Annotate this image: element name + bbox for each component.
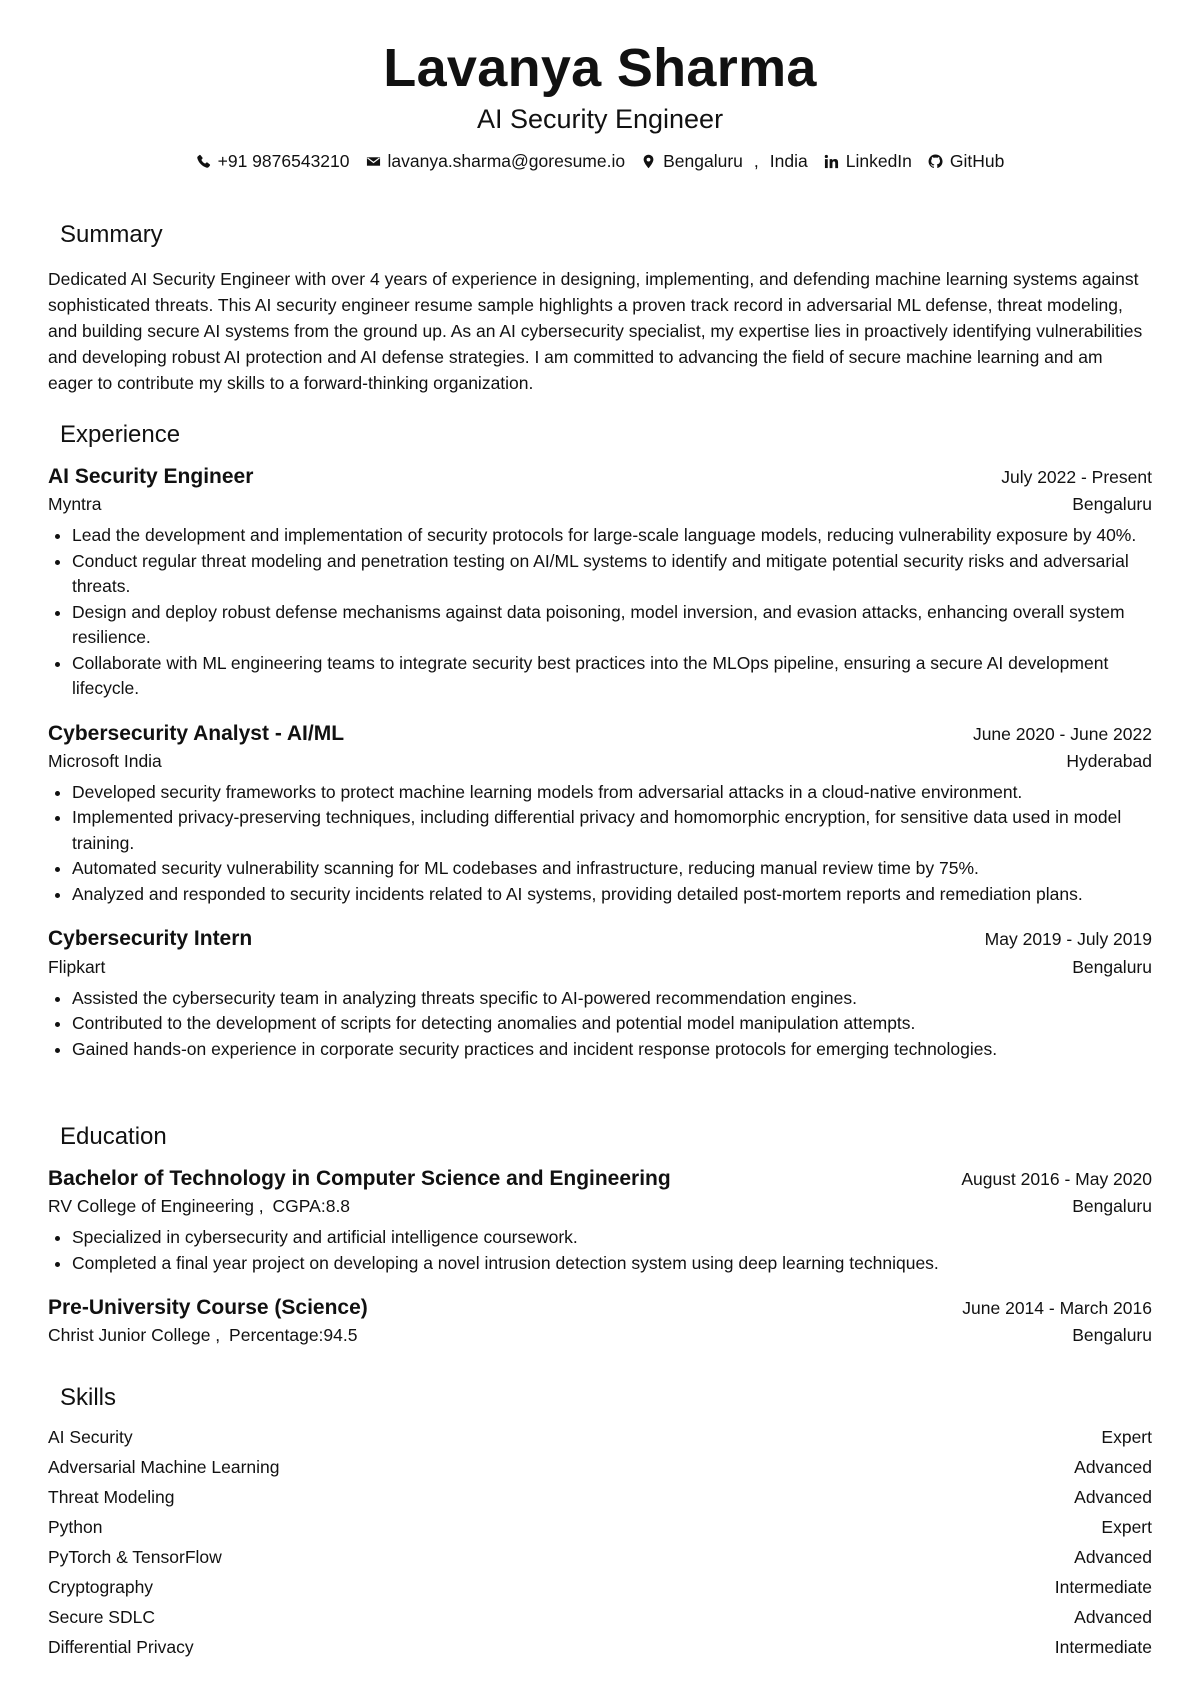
summary-text: Dedicated AI Security Engineer with over 4 years of experience in designing, implementing, and defending machine learning systems against sophisticated threats. This AI security engineer resume sample highlights a proven track record in adversarial ML defense, threat modeling, and building secure AI systems from the ground up. As an AI cybersecurity specialist, my expertise lies in proactively identifying vulnerabilities and developing robust AI protection and AI defense strategies. I am committed to advancing the field of secure machine learning and am eager to contribute my skills to a forward-thinking organization. — [48, 269, 1143, 393]
job-bullet: • Developed security frameworks to protect machine learning models from adversarial attacks in a cloud-native environment. — [72, 780, 1152, 806]
job-location: Bengaluru — [1072, 494, 1152, 515]
job-company: Myntra — [48, 494, 102, 515]
job-entry — [48, 926, 1152, 1062]
skill-level: Intermediate — [1054, 1637, 1152, 1657]
skill-level: Expert — [1101, 1517, 1152, 1537]
skill-level: Advanced — [1074, 1487, 1152, 1507]
skill-row — [48, 1487, 1152, 1517]
school-separator: , — [253, 1196, 264, 1217]
degree-title: Bachelor of Technology in Computer Science and Engineering — [48, 1167, 671, 1190]
summary-section — [48, 223, 1152, 396]
experience-section — [48, 423, 1152, 1062]
education-bullets — [48, 1225, 1152, 1276]
job-entry — [48, 721, 1152, 908]
skills-heading: Skills — [60, 1384, 117, 1411]
linkedin-text: LinkedIn — [845, 150, 912, 171]
education-dates: June 2014 - March 2016 — [962, 1298, 1152, 1319]
job-dates: June 2020 - June 2022 — [972, 723, 1152, 744]
job-bullet: • Design and deploy robust defense mechanisms against data poisoning, model inversion, and evasion attacks, enhancing overall system resilience. — [72, 600, 1152, 651]
education-heading: Education — [60, 1123, 167, 1150]
job-entry — [48, 464, 1152, 702]
job-bullet: • Conduct regular threat modeling and penetration testing on AI/ML systems to identify and mitigate potential security risks and adversarial threats. — [72, 549, 1152, 600]
school-name: Christ Junior College — [48, 1325, 211, 1346]
skills-list — [48, 1427, 1152, 1667]
location-pin-icon — [641, 154, 656, 169]
job-bullets — [48, 986, 1152, 1063]
skill-row — [48, 1547, 1152, 1577]
contact-github[interactable] — [928, 150, 1005, 171]
skill-name: AI Security — [48, 1427, 133, 1447]
contact-linkedin[interactable] — [824, 150, 912, 171]
education-bullet: • Specialized in cybersecurity and artificial intelligence coursework. — [72, 1225, 1152, 1251]
school-separator: , — [210, 1325, 221, 1346]
skill-name: Secure SDLC — [48, 1607, 155, 1627]
job-company: Microsoft India — [48, 750, 162, 771]
phone-icon — [196, 154, 211, 169]
skill-row — [48, 1607, 1152, 1637]
job-bullet: • Automated security vulnerability scanning for ML codebases and infrastructure, reducing manual review time by 75%. — [72, 856, 1152, 882]
school-score: Percentage:94.5 — [229, 1325, 358, 1346]
job-bullet: • Gained hands-on experience in corporate security practices and incident response protocols for emerging technologies. — [72, 1037, 1152, 1063]
skill-level: Intermediate — [1054, 1577, 1152, 1597]
skill-level: Advanced — [1074, 1607, 1152, 1627]
skill-row — [48, 1637, 1152, 1667]
school-info — [48, 1325, 357, 1346]
school-location: Bengaluru — [1072, 1325, 1152, 1346]
job-bullet: • Analyzed and responded to security incidents related to AI systems, providing detailed post-mortem reports and remediation plans. — [72, 882, 1152, 908]
skill-name: PyTorch & TensorFlow — [48, 1547, 222, 1567]
contact-bar — [48, 150, 1152, 171]
github-icon — [928, 154, 943, 169]
job-bullet: • Collaborate with ML engineering teams to integrate security best practices into the MLOps pipeline, ensuring a secure AI development lifecycle. — [72, 651, 1152, 702]
job-bullets — [48, 780, 1152, 908]
job-bullets — [48, 523, 1152, 702]
school-name: RV College of Engineering — [48, 1196, 254, 1217]
job-title: Cybersecurity Intern — [48, 927, 253, 951]
education-dates: August 2016 - May 2020 — [961, 1169, 1152, 1189]
education-section — [48, 1125, 1152, 1346]
skill-level: Expert — [1101, 1427, 1152, 1447]
candidate-name: Lavanya Sharma — [383, 38, 817, 98]
contact-phone[interactable] — [196, 150, 350, 171]
location-country: India — [769, 150, 808, 171]
resume-header — [48, 38, 1152, 170]
skill-name: Threat Modeling — [48, 1487, 175, 1507]
skill-name: Cryptography — [48, 1577, 154, 1597]
skills-section — [48, 1386, 1152, 1667]
experience-heading: Experience — [60, 421, 181, 448]
education-bullet: • Completed a final year project on developing a novel intrusion detection system using deep learning techniques. — [72, 1251, 1152, 1277]
school-location: Bengaluru — [1072, 1196, 1152, 1217]
email-icon — [366, 154, 381, 169]
phone-text: +91 9876543210 — [217, 150, 350, 171]
job-bullet: • Implemented privacy-preserving techniques, including differential privacy and homomorphic encryption, for sensitive data used in model training. — [72, 805, 1152, 856]
skill-name: Python — [48, 1517, 103, 1537]
job-dates: July 2022 - Present — [1001, 467, 1152, 487]
summary-heading: Summary — [60, 221, 163, 248]
job-title: Cybersecurity Analyst - AI/ML — [48, 721, 345, 745]
skill-level: Advanced — [1074, 1547, 1152, 1567]
github-text: GitHub — [949, 150, 1005, 171]
education-entry — [48, 1166, 1152, 1276]
job-location: Bengaluru — [1072, 956, 1152, 977]
contact-location — [641, 150, 808, 171]
candidate-role: AI Security Engineer — [476, 104, 724, 135]
job-company: Flipkart — [48, 956, 106, 977]
location-city: Bengaluru — [663, 150, 743, 171]
education-entry — [48, 1295, 1152, 1346]
degree-title: Pre-University Course (Science) — [48, 1296, 368, 1320]
job-location: Hyderabad — [1066, 750, 1152, 771]
linkedin-icon — [824, 154, 839, 169]
email-text: lavanya.sharma@goresume.io — [387, 150, 626, 171]
skill-row — [48, 1577, 1152, 1607]
school-info — [48, 1196, 350, 1217]
school-score: CGPA:8.8 — [272, 1196, 351, 1217]
skill-level: Advanced — [1074, 1457, 1152, 1477]
job-bullet: • Assisted the cybersecurity team in analyzing threats specific to AI-powered recommendation engines. — [72, 986, 1152, 1012]
skill-row — [48, 1427, 1152, 1457]
job-bullet: • Contributed to the development of scripts for detecting anomalies and potential model manipulation attempts. — [72, 1011, 1152, 1037]
skill-name: Adversarial Machine Learning — [48, 1457, 280, 1477]
job-dates: May 2019 - July 2019 — [984, 929, 1152, 950]
job-title: AI Security Engineer — [48, 465, 254, 488]
job-bullet: • Lead the development and implementation of security protocols for large-scale language models, reducing vulnerability exposure by 40%. — [72, 523, 1152, 549]
location-separator: , — [753, 150, 759, 171]
contact-email[interactable] — [366, 150, 626, 171]
skill-row — [48, 1517, 1152, 1547]
skill-row — [48, 1457, 1152, 1487]
skill-name: Differential Privacy — [48, 1637, 194, 1657]
resume-page — [48, 0, 1152, 1657]
